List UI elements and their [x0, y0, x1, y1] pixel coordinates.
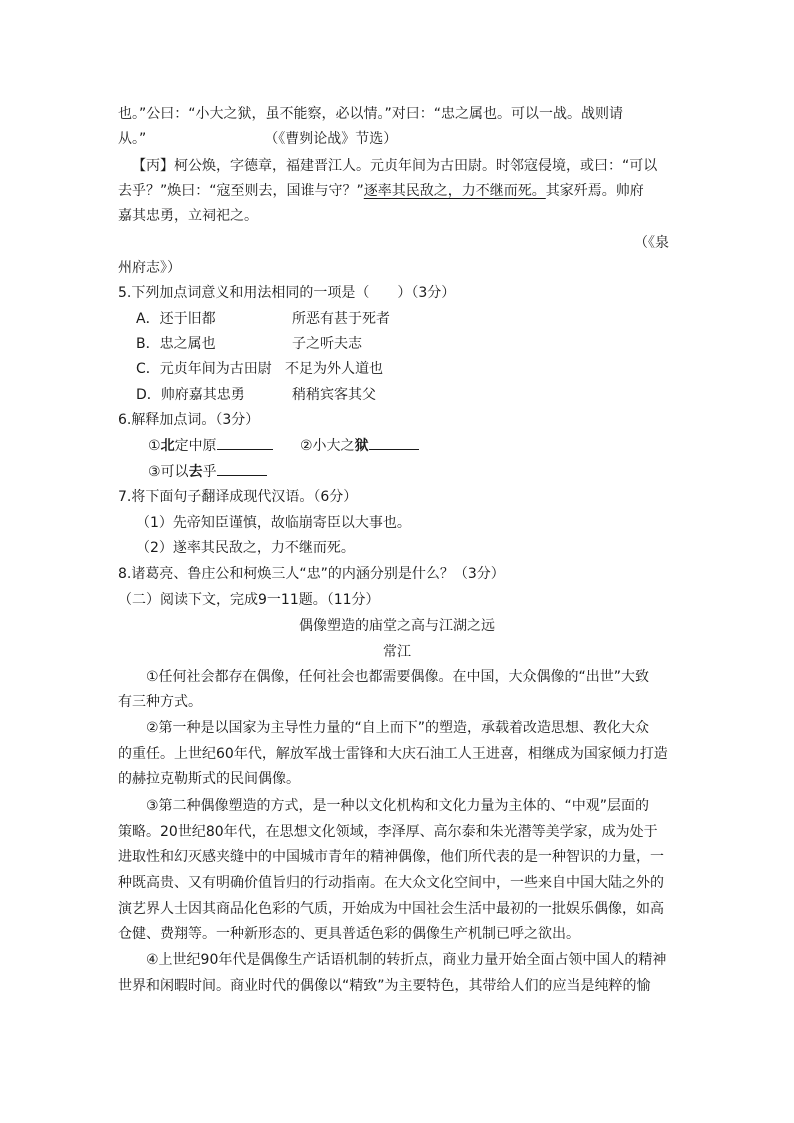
paragraph-1: ①任何社会都存在偶像，任何社会也都需要偶像。在中国，大众偶像的“出世”大致 [146, 669, 650, 685]
dotted-word: 北 [160, 438, 175, 454]
question-5: 5.下列加点词意义和用法相同的一项是（ ）（3分） [118, 285, 456, 301]
answer-blank[interactable] [217, 435, 273, 450]
text-fragment: 从。” [118, 131, 147, 147]
paragraph-1: 有三种方式。 [118, 694, 202, 710]
option-d-pair: 稍稍宾客其父 [292, 387, 376, 403]
text-line [118, 181, 644, 201]
dotted-word: 狱 [354, 438, 369, 454]
question-6: 6.解释加点词。（3分） [118, 412, 260, 428]
text-line: 也。”公曰：“小大之狱，虽不能察，必以情。”对曰：“忠之属也。可以一战。战则请 [118, 106, 624, 122]
option-b: B．忠之属也 [136, 336, 216, 352]
text-fragment: ③可以 [148, 464, 189, 480]
text-line: 【丙】柯公焕，字德章，福建晋江人。元贞年间为古田尉。时邻寇侵境，或曰：“可以 [132, 158, 658, 174]
article-title: 偶像塑造的庙堂之高与江湖之远 [299, 618, 495, 634]
q6-item-3 [148, 461, 267, 482]
text-fragment: 乎 [202, 464, 217, 480]
option-a: A．还于旧都 [136, 311, 216, 327]
option-a-pair: 所恶有甚于死者 [292, 311, 390, 327]
text-line: 嘉其忠勇，立祠祀之。 [118, 208, 258, 224]
paragraph-3: 演艺界人士因其商品化色彩的气质，开始成为中国社会生活中最初的一批娱乐偶像，如高 [118, 901, 664, 917]
q7-item-1: （1）先帝知臣谨慎，故临崩寄臣以大事也。 [136, 515, 411, 531]
text-line [118, 129, 397, 149]
option-c: C．元贞年间为古田尉 [136, 361, 272, 377]
q7-item-2: （2）遂率其民敌之，力不继而死。 [136, 540, 355, 556]
article-author: 常江 [383, 644, 411, 660]
text-fragment: ②小大之 [300, 438, 355, 454]
section-2-heading: （二）阅读下文，完成9一11题。（11分） [118, 592, 380, 608]
dotted-word: 去 [188, 464, 203, 480]
source-citation: （《曹刿论战》节选） [264, 131, 398, 147]
paragraph-3: 进取性和幻灭感夹缝中的中国城市青年的精神偶像，他们所代表的是一种智识的力量，一 [118, 849, 664, 865]
underlined-sentence: 逐率其民敌之，力不继而死。 [363, 183, 546, 199]
paragraph-3: 仓健、费翔等。一种新形态的、更具普适色彩的偶像生产机制已呼之欲出。 [118, 926, 580, 942]
q6-item-1 [148, 435, 273, 456]
text-fragment: 其家歼焉。帅府 [545, 183, 644, 199]
text-fragment: 定中原 [174, 438, 217, 454]
option-d: D．帅府嘉其忠勇 [136, 387, 245, 403]
question-8: 8.诸葛亮、鲁庄公和柯焕三人“忠”的内涵分别是什么？（3分） [118, 566, 505, 582]
paragraph-3: ③第二种偶像塑造的方式，是一种以文化机构和文化力量为主体的、“中观”层面的 [146, 798, 650, 814]
option-c-pair: 不足为外人道也 [285, 361, 383, 377]
answer-blank[interactable] [217, 461, 267, 476]
paragraph-2: 的重任。上世纪60年代，解放军战士雷锋和大庆石油工人王进喜，相继成为国家倾力打造 [118, 746, 668, 762]
item-number: ① [148, 438, 161, 454]
option-b-pair: 子之听夫志 [292, 336, 362, 352]
source-citation: （《泉 [634, 235, 669, 251]
question-7: 7.将下面句子翻译成现代汉语。（6分） [118, 489, 358, 505]
paragraph-4: 世界和闲暇时间。商业时代的偶像以“精致”为主要特色，其带给人们的应当是纯粹的愉 [118, 978, 651, 994]
text-fragment: 去乎？”焕曰：“寇至则去，国谁与守？” [118, 183, 364, 199]
paragraph-2: ②第一种是以国家为主导性力量的“自上而下”的塑造，承载着改造思想、教化大众 [146, 720, 650, 736]
paragraph-4: ④上世纪90年代是偶像生产话语机制的转折点，商业力量开始全面占领中国人的精神 [146, 952, 667, 968]
source-citation: 州府志》） [118, 260, 181, 276]
paragraph-2: 的赫拉克勒斯式的民间偶像。 [118, 771, 300, 787]
paragraph-3: 种既高贵、又有明确价值旨归的行动指南。在大众文化空间中，一些来自中国大陆之外的 [118, 875, 664, 891]
answer-blank[interactable] [369, 435, 419, 450]
paragraph-3: 策略。20世纪80年代，在思想文化领域，李泽厚、高尔泰和朱光潜等美学家，成为处于 [118, 824, 658, 840]
q6-item-2 [300, 435, 419, 456]
